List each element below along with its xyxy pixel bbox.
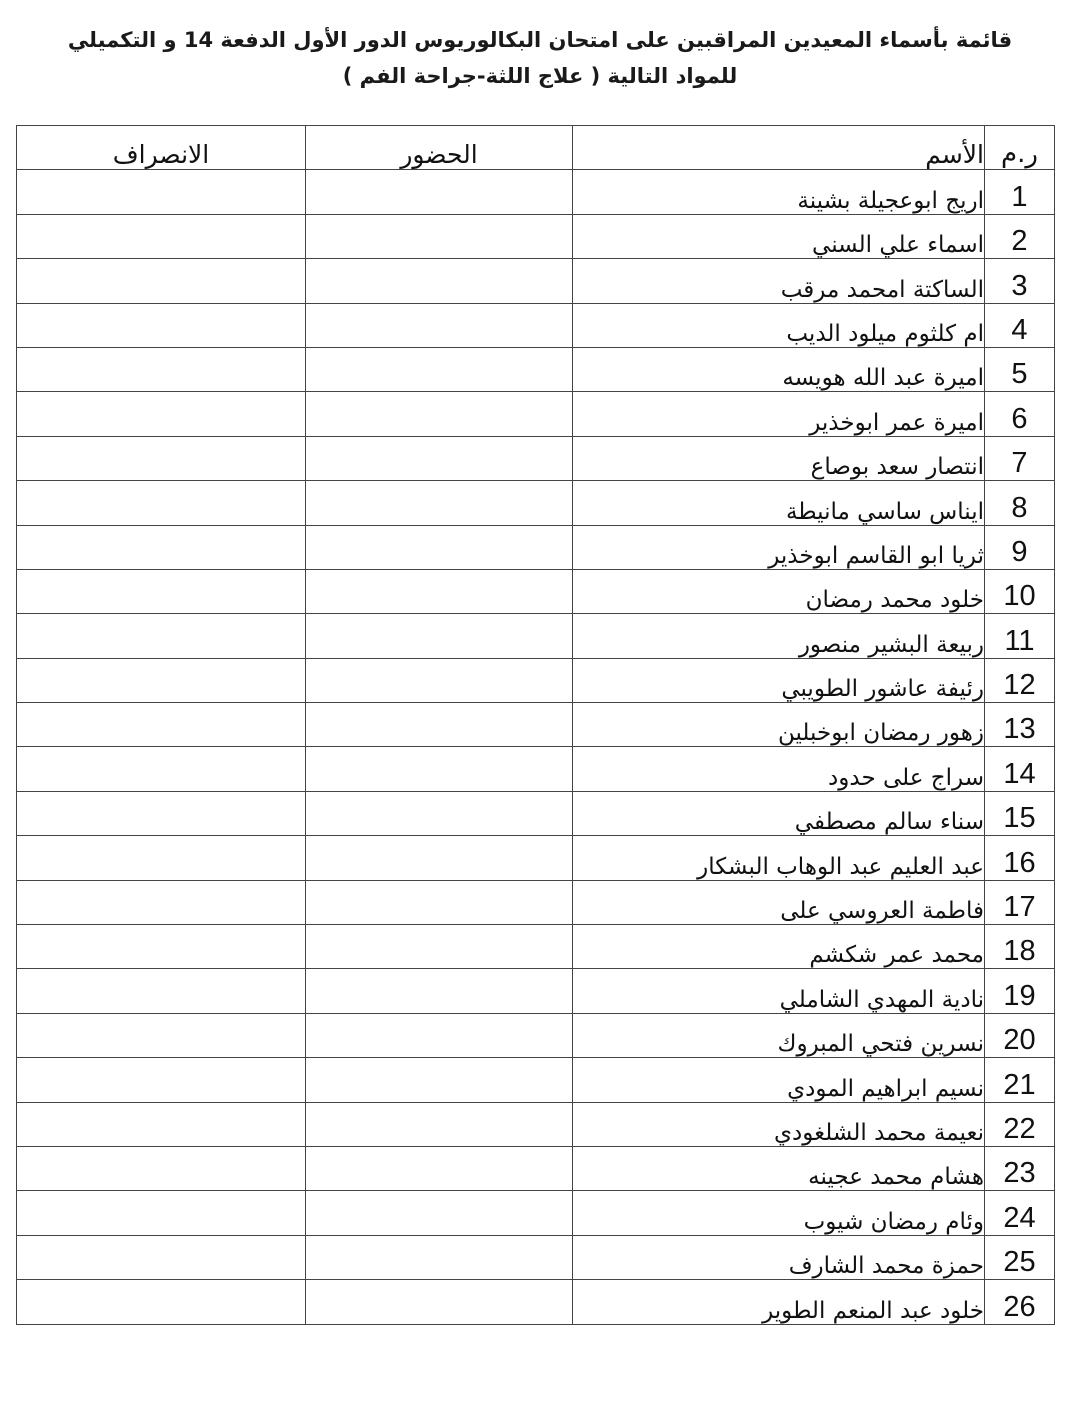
attendance-cell bbox=[306, 214, 573, 258]
departure-cell bbox=[17, 658, 306, 702]
row-number: 19 bbox=[985, 969, 1055, 1013]
attendance-cell bbox=[306, 1013, 573, 1057]
attendance-cell bbox=[306, 1235, 573, 1279]
header-attendance: الحضور bbox=[306, 126, 573, 170]
departure-cell bbox=[17, 569, 306, 613]
departure-cell bbox=[17, 1058, 306, 1102]
departure-cell bbox=[17, 303, 306, 347]
row-name: خلود محمد رمضان bbox=[573, 569, 985, 613]
departure-cell bbox=[17, 1102, 306, 1146]
row-name: زهور رمضان ابوخبلين bbox=[573, 703, 985, 747]
attendance-cell bbox=[306, 1058, 573, 1102]
attendance-cell bbox=[306, 836, 573, 880]
row-name: هشام محمد عجينه bbox=[573, 1146, 985, 1190]
table-row bbox=[17, 880, 1055, 924]
table-row bbox=[17, 1146, 1055, 1190]
table-row bbox=[17, 170, 1055, 214]
departure-cell bbox=[17, 170, 306, 214]
attendance-cell bbox=[306, 791, 573, 835]
table-row bbox=[17, 436, 1055, 480]
row-name: فاطمة العروسي على bbox=[573, 880, 985, 924]
row-name: الساكتة امحمد مرقب bbox=[573, 259, 985, 303]
row-name: اميرة عبد الله هويسه bbox=[573, 347, 985, 391]
row-name: ربيعة البشير منصور bbox=[573, 614, 985, 658]
attendance-cell bbox=[306, 1102, 573, 1146]
departure-cell bbox=[17, 791, 306, 835]
row-number: 5 bbox=[985, 347, 1055, 391]
row-name: ايناس ساسي مانيطة bbox=[573, 481, 985, 525]
table-row bbox=[17, 791, 1055, 835]
row-number: 12 bbox=[985, 658, 1055, 702]
attendance-cell bbox=[306, 392, 573, 436]
table-row bbox=[17, 525, 1055, 569]
attendance-cell bbox=[306, 569, 573, 613]
row-number: 8 bbox=[985, 481, 1055, 525]
departure-cell bbox=[17, 1191, 306, 1235]
table-row bbox=[17, 392, 1055, 436]
row-name: اميرة عمر ابوخذير bbox=[573, 392, 985, 436]
row-number: 24 bbox=[985, 1191, 1055, 1235]
attendance-cell bbox=[306, 969, 573, 1013]
row-number: 4 bbox=[985, 303, 1055, 347]
row-number: 15 bbox=[985, 791, 1055, 835]
attendance-cell bbox=[306, 170, 573, 214]
table-row bbox=[17, 569, 1055, 613]
attendance-cell bbox=[306, 481, 573, 525]
row-number: 16 bbox=[985, 836, 1055, 880]
row-number: 2 bbox=[985, 214, 1055, 258]
row-number: 26 bbox=[985, 1280, 1055, 1324]
row-number: 18 bbox=[985, 925, 1055, 969]
table-header-row bbox=[17, 126, 1055, 170]
departure-cell bbox=[17, 1280, 306, 1324]
departure-cell bbox=[17, 1013, 306, 1057]
attendance-cell bbox=[306, 436, 573, 480]
row-name: ثريا ابو القاسم ابوخذير bbox=[573, 525, 985, 569]
row-number: 23 bbox=[985, 1146, 1055, 1190]
supervisors-table bbox=[16, 125, 1055, 1325]
attendance-cell bbox=[306, 1280, 573, 1324]
departure-cell bbox=[17, 614, 306, 658]
row-number: 10 bbox=[985, 569, 1055, 613]
table-row bbox=[17, 747, 1055, 791]
row-number: 6 bbox=[985, 392, 1055, 436]
row-name: حمزة محمد الشارف bbox=[573, 1235, 985, 1279]
departure-cell bbox=[17, 347, 306, 391]
departure-cell bbox=[17, 880, 306, 924]
table-row bbox=[17, 925, 1055, 969]
row-number: 14 bbox=[985, 747, 1055, 791]
attendance-cell bbox=[306, 303, 573, 347]
table-row bbox=[17, 703, 1055, 747]
row-number: 20 bbox=[985, 1013, 1055, 1057]
row-name: محمد عمر شكشم bbox=[573, 925, 985, 969]
table-row bbox=[17, 1191, 1055, 1235]
row-name: خلود عبد المنعم الطوير bbox=[573, 1280, 985, 1324]
table-row bbox=[17, 1013, 1055, 1057]
attendance-cell bbox=[306, 525, 573, 569]
header-departure: الانصراف bbox=[17, 126, 306, 170]
row-name: نسرين فتحي المبروك bbox=[573, 1013, 985, 1057]
row-number: 25 bbox=[985, 1235, 1055, 1279]
departure-cell bbox=[17, 481, 306, 525]
departure-cell bbox=[17, 747, 306, 791]
row-name: سناء سالم مصطفي bbox=[573, 791, 985, 835]
row-name: عبد العليم عبد الوهاب البشكار bbox=[573, 836, 985, 880]
row-number: 22 bbox=[985, 1102, 1055, 1146]
attendance-cell bbox=[306, 880, 573, 924]
attendance-cell bbox=[306, 259, 573, 303]
attendance-cell bbox=[306, 347, 573, 391]
table-row bbox=[17, 259, 1055, 303]
row-name: سراج على حدود bbox=[573, 747, 985, 791]
header-name: الأسم bbox=[573, 126, 985, 170]
row-number: 1 bbox=[985, 170, 1055, 214]
departure-cell bbox=[17, 836, 306, 880]
table-row bbox=[17, 1102, 1055, 1146]
row-name: نعيمة محمد الشلغودي bbox=[573, 1102, 985, 1146]
row-name: اريج ابوعجيلة بشينة bbox=[573, 170, 985, 214]
row-number: 11 bbox=[985, 614, 1055, 658]
row-name: اسماء علي السني bbox=[573, 214, 985, 258]
row-number: 13 bbox=[985, 703, 1055, 747]
table-row bbox=[17, 481, 1055, 525]
departure-cell bbox=[17, 1235, 306, 1279]
row-name: نسيم ابراهيم المودي bbox=[573, 1058, 985, 1102]
table-row bbox=[17, 347, 1055, 391]
attendance-cell bbox=[306, 658, 573, 702]
departure-cell bbox=[17, 259, 306, 303]
header-number: ر.م bbox=[985, 126, 1055, 170]
row-number: 7 bbox=[985, 436, 1055, 480]
departure-cell bbox=[17, 1146, 306, 1190]
departure-cell bbox=[17, 525, 306, 569]
departure-cell bbox=[17, 214, 306, 258]
departure-cell bbox=[17, 703, 306, 747]
row-name: رئيفة عاشور الطويبي bbox=[573, 658, 985, 702]
row-name: انتصار سعد بوصاع bbox=[573, 436, 985, 480]
departure-cell bbox=[17, 969, 306, 1013]
departure-cell bbox=[17, 925, 306, 969]
title-line-2: للمواد التالية ( علاج اللثة-جراحة الفم ) bbox=[342, 64, 738, 88]
row-name: نادية المهدي الشاملي bbox=[573, 969, 985, 1013]
row-name: وئام رمضان شيوب bbox=[573, 1191, 985, 1235]
attendance-cell bbox=[306, 1191, 573, 1235]
departure-cell bbox=[17, 392, 306, 436]
document-title bbox=[60, 22, 1020, 94]
table-row bbox=[17, 1235, 1055, 1279]
row-number: 3 bbox=[985, 259, 1055, 303]
table-row bbox=[17, 1280, 1055, 1324]
table-body bbox=[17, 170, 1055, 1324]
table-row bbox=[17, 836, 1055, 880]
row-name: ام كلثوم ميلود الديب bbox=[573, 303, 985, 347]
row-number: 17 bbox=[985, 880, 1055, 924]
row-number: 21 bbox=[985, 1058, 1055, 1102]
attendance-cell bbox=[306, 703, 573, 747]
attendance-cell bbox=[306, 1146, 573, 1190]
table-row bbox=[17, 658, 1055, 702]
row-number: 9 bbox=[985, 525, 1055, 569]
attendance-cell bbox=[306, 747, 573, 791]
table-row bbox=[17, 214, 1055, 258]
table-row bbox=[17, 614, 1055, 658]
departure-cell bbox=[17, 436, 306, 480]
table-row bbox=[17, 1058, 1055, 1102]
title-line-1: قائمة بأسماء المعيدين المراقبين على امتحان البكالوريوس الدور الأول الدفعة 14 و التكميلي bbox=[67, 28, 1013, 52]
table-row bbox=[17, 969, 1055, 1013]
attendance-cell bbox=[306, 614, 573, 658]
attendance-cell bbox=[306, 925, 573, 969]
table-row bbox=[17, 303, 1055, 347]
